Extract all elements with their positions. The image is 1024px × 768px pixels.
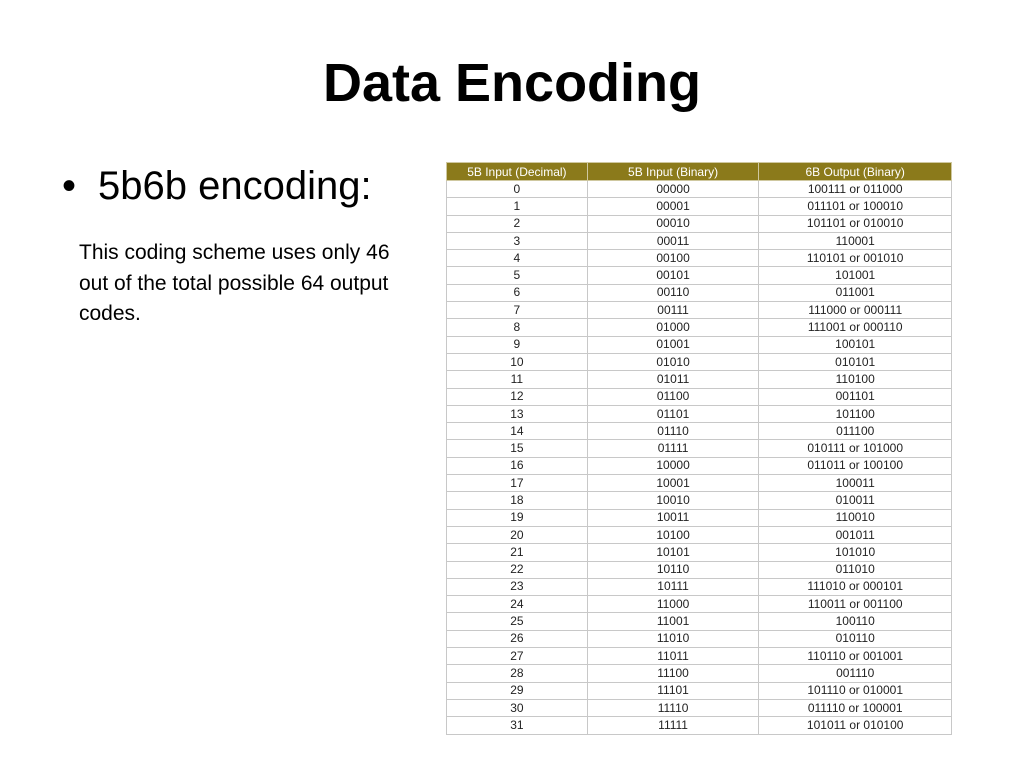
table-row (447, 561, 952, 578)
table-row (447, 596, 952, 613)
cell-output: 110100 (759, 371, 952, 388)
description-text: This coding scheme uses only 46 out of the total possible 64 output codes. (79, 241, 390, 325)
table-row (447, 665, 952, 682)
cell-output: 011100 (759, 423, 952, 440)
cell-decimal: 24 (447, 596, 588, 613)
table-row (447, 492, 952, 509)
cell-decimal: 16 (447, 457, 588, 474)
cell-decimal: 22 (447, 561, 588, 578)
cell-output: 101100 (759, 405, 952, 422)
cell-binary: 01010 (587, 353, 759, 370)
cell-output: 110011 or 001100 (759, 596, 952, 613)
cell-binary: 10110 (587, 561, 759, 578)
cell-decimal: 25 (447, 613, 588, 630)
cell-binary: 11101 (587, 682, 759, 699)
cell-output: 001011 (759, 526, 952, 543)
table-row (447, 578, 952, 595)
bullet-point (62, 164, 372, 209)
encoding-table (446, 162, 952, 735)
cell-output: 101001 (759, 267, 952, 284)
cell-decimal: 17 (447, 475, 588, 492)
table-row (447, 250, 952, 267)
table-row (447, 440, 952, 457)
cell-decimal: 13 (447, 405, 588, 422)
table-row (447, 267, 952, 284)
cell-decimal: 20 (447, 526, 588, 543)
cell-decimal: 2 (447, 215, 588, 232)
table-row (447, 613, 952, 630)
cell-decimal: 21 (447, 544, 588, 561)
cell-output: 010101 (759, 353, 952, 370)
cell-decimal: 27 (447, 648, 588, 665)
cell-binary: 11000 (587, 596, 759, 613)
table-row (447, 181, 952, 198)
table-row (447, 319, 952, 336)
table-row (447, 371, 952, 388)
table-row (447, 717, 952, 734)
cell-binary: 10111 (587, 578, 759, 595)
table-row (447, 509, 952, 526)
cell-output: 011011 or 100100 (759, 457, 952, 474)
cell-decimal: 19 (447, 509, 588, 526)
cell-decimal: 3 (447, 232, 588, 249)
table-row (447, 284, 952, 301)
cell-decimal: 5 (447, 267, 588, 284)
cell-output: 011001 (759, 284, 952, 301)
table-row (447, 423, 952, 440)
table-row (447, 353, 952, 370)
cell-binary: 00010 (587, 215, 759, 232)
cell-output: 101011 or 010100 (759, 717, 952, 734)
cell-output: 110001 (759, 232, 952, 249)
table-row (447, 475, 952, 492)
cell-decimal: 29 (447, 682, 588, 699)
cell-binary: 11011 (587, 648, 759, 665)
bullet-text: 5b6b encoding: (98, 164, 372, 208)
table-row (447, 648, 952, 665)
table-row (447, 526, 952, 543)
cell-output: 011101 or 100010 (759, 198, 952, 215)
cell-decimal: 18 (447, 492, 588, 509)
cell-decimal: 7 (447, 302, 588, 319)
cell-output: 101010 (759, 544, 952, 561)
cell-output: 100011 (759, 475, 952, 492)
table-row (447, 388, 952, 405)
cell-decimal: 4 (447, 250, 588, 267)
cell-decimal: 0 (447, 181, 588, 198)
cell-output: 011110 or 100001 (759, 699, 952, 716)
cell-decimal: 15 (447, 440, 588, 457)
cell-output: 001110 (759, 665, 952, 682)
cell-decimal: 31 (447, 717, 588, 734)
table-row (447, 699, 952, 716)
cell-binary: 00110 (587, 284, 759, 301)
cell-binary: 11100 (587, 665, 759, 682)
cell-binary: 01011 (587, 371, 759, 388)
cell-output: 010110 (759, 630, 952, 647)
cell-decimal: 6 (447, 284, 588, 301)
cell-binary: 10011 (587, 509, 759, 526)
column-header-output: 6B Output (Binary) (759, 163, 952, 181)
cell-output: 011010 (759, 561, 952, 578)
cell-decimal: 14 (447, 423, 588, 440)
table-row (447, 630, 952, 647)
cell-decimal: 11 (447, 371, 588, 388)
table-row (447, 405, 952, 422)
cell-binary: 00001 (587, 198, 759, 215)
table-row (447, 232, 952, 249)
cell-binary: 10001 (587, 475, 759, 492)
cell-binary: 00100 (587, 250, 759, 267)
cell-binary: 01100 (587, 388, 759, 405)
table-body (447, 181, 952, 735)
cell-decimal: 12 (447, 388, 588, 405)
cell-output: 101101 or 010010 (759, 215, 952, 232)
cell-output: 111010 or 000101 (759, 578, 952, 595)
column-header-decimal: 5B Input (Decimal) (447, 163, 588, 181)
cell-output: 001101 (759, 388, 952, 405)
cell-decimal: 1 (447, 198, 588, 215)
cell-binary: 01001 (587, 336, 759, 353)
cell-binary: 11001 (587, 613, 759, 630)
table-row (447, 682, 952, 699)
table-row (447, 302, 952, 319)
table-row (447, 198, 952, 215)
cell-output: 111000 or 000111 (759, 302, 952, 319)
cell-binary: 01101 (587, 405, 759, 422)
column-header-binary: 5B Input (Binary) (587, 163, 759, 181)
cell-output: 111001 or 000110 (759, 319, 952, 336)
cell-binary: 00000 (587, 181, 759, 198)
table-row (447, 544, 952, 561)
cell-output: 100101 (759, 336, 952, 353)
cell-binary: 11110 (587, 699, 759, 716)
cell-decimal: 28 (447, 665, 588, 682)
cell-output: 010011 (759, 492, 952, 509)
cell-output: 100110 (759, 613, 952, 630)
cell-decimal: 8 (447, 319, 588, 336)
cell-binary: 11111 (587, 717, 759, 734)
cell-binary: 11010 (587, 630, 759, 647)
table-row (447, 215, 952, 232)
slide-title: Data Encoding (322, 53, 702, 113)
bullet-dot-icon: • (62, 164, 77, 208)
cell-output: 101110 or 010001 (759, 682, 952, 699)
cell-output: 100111 or 011000 (759, 181, 952, 198)
cell-binary: 10010 (587, 492, 759, 509)
cell-decimal: 30 (447, 699, 588, 716)
table-header-row (447, 163, 952, 181)
cell-decimal: 23 (447, 578, 588, 595)
cell-decimal: 10 (447, 353, 588, 370)
cell-binary: 10101 (587, 544, 759, 561)
cell-binary: 00011 (587, 232, 759, 249)
cell-output: 110010 (759, 509, 952, 526)
cell-binary: 01110 (587, 423, 759, 440)
table-row (447, 336, 952, 353)
cell-decimal: 9 (447, 336, 588, 353)
table-row (447, 457, 952, 474)
cell-decimal: 26 (447, 630, 588, 647)
cell-binary: 00101 (587, 267, 759, 284)
cell-output: 110110 or 001001 (759, 648, 952, 665)
cell-binary: 01000 (587, 319, 759, 336)
cell-output: 110101 or 001010 (759, 250, 952, 267)
cell-binary: 01111 (587, 440, 759, 457)
cell-binary: 10000 (587, 457, 759, 474)
cell-binary: 00111 (587, 302, 759, 319)
cell-binary: 10100 (587, 526, 759, 543)
cell-output: 010111 or 101000 (759, 440, 952, 457)
